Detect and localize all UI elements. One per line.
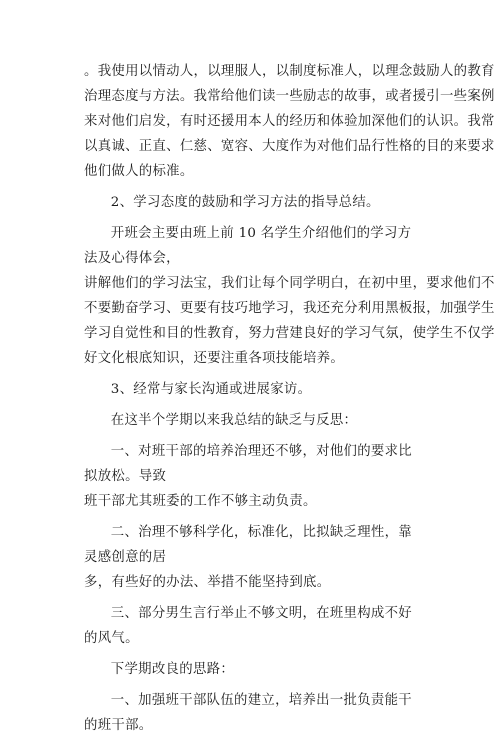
text-line: 下学期改良的思路： xyxy=(110,662,235,677)
text-line: 2、学习态度的鼓励和学习方法的指导总结。 xyxy=(110,195,380,210)
text-line: 不要勤奋学习、更要有技巧地学习，我还充分利用黑板报，加强学生 xyxy=(84,301,495,316)
paragraph-improvement-1 xyxy=(84,688,424,738)
section-heading-3 xyxy=(84,377,424,402)
section-heading-2 xyxy=(84,190,424,215)
paragraph-reflection-3 xyxy=(84,601,424,651)
paragraph-reflection-2 xyxy=(84,520,424,595)
text-line: 好文化根底知识，还要注重各项技能培养。 xyxy=(84,351,345,366)
text-line: 。我使用以情动人，以理服人，以制度标准人，以理念鼓励人的教育 xyxy=(84,64,495,79)
paragraph-class-meeting xyxy=(84,221,495,371)
text-line: 一、对班干部的培养治理还不够，对他们的要求比拟放松。导致 xyxy=(84,444,412,484)
text-line: 二、治理不够科学化，标准化，比拟缺乏理性，靠灵感创意的居 xyxy=(84,525,412,565)
paragraph-improvement-intro xyxy=(84,657,424,682)
text-line: 一、加强班干部队伍的建立，培养出一批负责能干的班干部。 xyxy=(84,693,412,733)
text-line: 3、经常与家长沟通或进展家访。 xyxy=(110,382,312,397)
text-line: 在这半个学期以来我总结的缺乏与反思： xyxy=(110,413,358,428)
text-line: 开班会主要由班上前 10 名学生介绍他们的学习方法及心得体会， xyxy=(84,226,412,266)
paragraph-education-methods xyxy=(84,59,495,184)
text-line: 三、部分男生言行举止不够文明，在班里构成不好的风气。 xyxy=(84,606,412,646)
text-line: 学习自觉性和目的性教育，努力营建良好的学习气氛，使学生不仅学 xyxy=(84,326,495,341)
text-line: 来对他们启发，有时还援用本人的经历和体验加深他们的认识。我常 xyxy=(84,114,495,129)
text-line: 以真诚、正直、仁慈、宽容、大度作为对他们品行性格的目的来要求 xyxy=(84,139,495,154)
document-body xyxy=(84,59,495,744)
paragraph-reflection-1 xyxy=(84,439,424,514)
text-line: 治理态度与方法。我常给他们读一些励志的故事，或者援引一些案例 xyxy=(84,89,495,104)
text-line: 班干部尤其班委的工作不够主动负责。 xyxy=(84,494,317,509)
paragraph-reflection-intro xyxy=(84,408,424,433)
text-line: 他们做人的标准。 xyxy=(84,164,194,179)
text-line: 多，有些好的办法、举措不能坚持到底。 xyxy=(84,575,331,590)
text-line: 讲解他们的学习法宝，我们让每个同学明白，在初中里，要求他们不 xyxy=(84,276,495,291)
